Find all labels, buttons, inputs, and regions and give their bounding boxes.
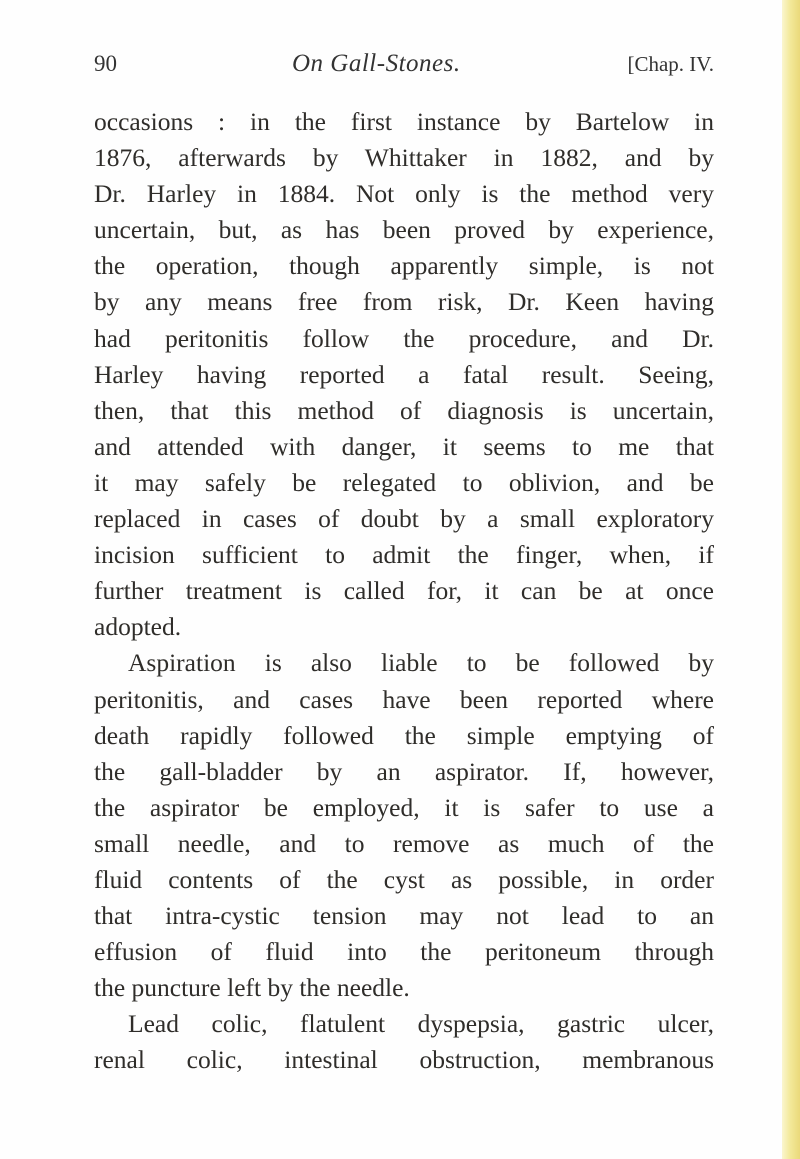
text-line: then, that this method of diagnosis is uncertain, <box>94 395 714 425</box>
text-line: death rapidly followed the simple emptying of <box>94 720 714 750</box>
text-line: the gall-bladder by an aspirator. If, however, <box>94 756 714 786</box>
text-line: incision sufficient to admit the finger, when, if <box>94 540 714 570</box>
text-line: effusion of fluid into the peritoneum through <box>94 937 714 967</box>
page-edge <box>782 0 800 1159</box>
page-number: 90 <box>94 51 117 76</box>
text-line: Aspiration is also liable to be followed by <box>128 648 714 678</box>
text-line: that intra-cystic tension may not lead to an <box>94 901 714 931</box>
page-header <box>94 46 714 82</box>
text-line: Lead colic, flatulent dyspepsia, gastric ulcer, <box>128 1009 714 1039</box>
text-line: fluid contents of the cyst as possible, in order <box>94 864 714 894</box>
text-line: 1876, afterwards by Whittaker in 1882, and by <box>94 143 714 173</box>
text-line: Dr. Harley in 1884. Not only is the method very <box>94 179 714 209</box>
text-line: renal colic, intestinal obstruction, membranous <box>94 1045 714 1075</box>
text-line: had peritonitis follow the procedure, and Dr. <box>94 323 714 353</box>
text-line: it may safely be relegated to oblivion, and be <box>94 467 714 497</box>
text-line: the puncture left by the needle. <box>94 973 410 1003</box>
text-line: adopted. <box>94 612 182 642</box>
text-line: small needle, and to remove as much of the <box>94 828 714 858</box>
running-title: On Gall-Stones. <box>292 50 461 77</box>
text-line: and attended with danger, it seems to me that <box>94 431 714 461</box>
text-line: by any means free from risk, Dr. Keen having <box>94 287 714 317</box>
text-line: uncertain, but, as has been proved by experience, <box>94 215 714 245</box>
text-line: the operation, though apparently simple, is not <box>94 251 714 281</box>
text-line: further treatment is called for, it can be at once <box>94 576 714 606</box>
text-line: Harley having reported a fatal result. Seeing, <box>94 359 714 389</box>
body-text <box>94 104 714 1079</box>
text-line: replaced in cases of doubt by a small exploratory <box>94 504 714 534</box>
text-line: peritonitis, and cases have been reported where <box>94 684 714 714</box>
text-line: occasions : in the first instance by Bartelow in <box>94 107 714 136</box>
text-line: the aspirator be employed, it is safer to use a <box>94 792 714 822</box>
chapter-reference: [Chap. IV. <box>627 52 714 76</box>
